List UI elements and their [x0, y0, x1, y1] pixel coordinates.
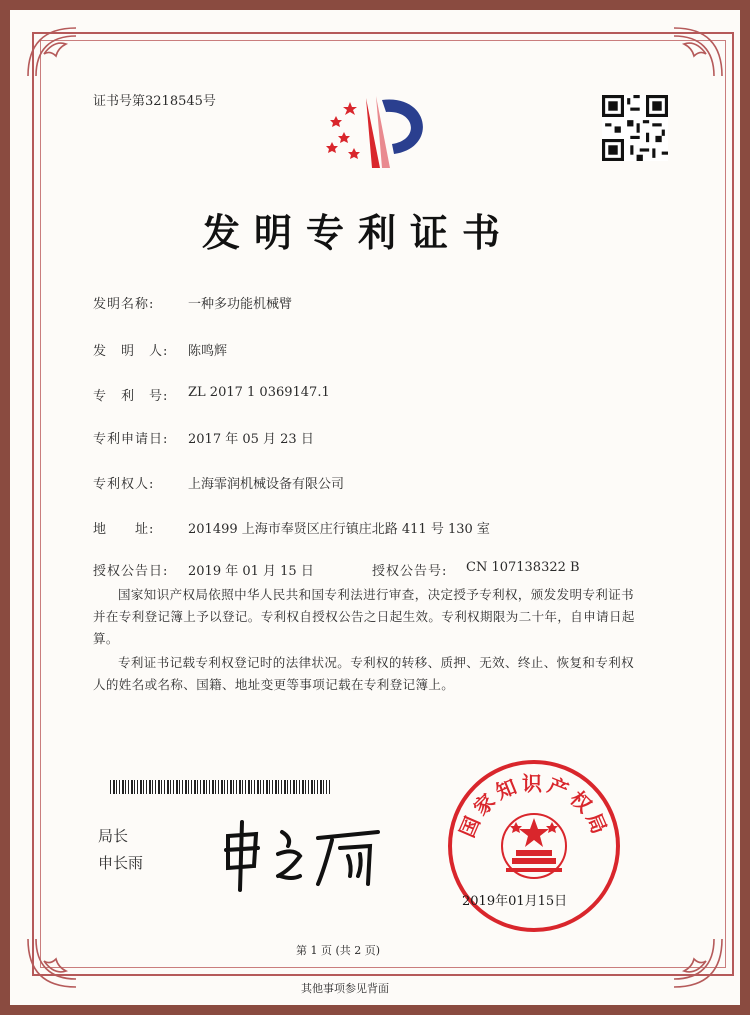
field-address-value: 201499 上海市奉贤区庄行镇庄北路 411 号 130 室 — [188, 522, 490, 537]
seal-text: 国家知识产权局 — [454, 771, 614, 841]
field-invention-name-label: 发明名称: — [93, 297, 155, 312]
field-address-label: 地 址: — [93, 522, 155, 537]
corner-ornament-top-left — [24, 24, 80, 80]
page-title: 发明专利证书 — [202, 210, 515, 255]
page-info: 第 1 页 (共 2 页) — [296, 944, 381, 957]
certificate-number: 证书号第3218545号 — [93, 94, 216, 109]
corner-ornament-top-right — [670, 24, 726, 80]
footer-note: 其他事项参见背面 — [301, 982, 389, 995]
certificate-sheet — [10, 10, 740, 1005]
seal-date: 2019年01月15日 — [462, 894, 568, 909]
director-title: 局长 — [98, 827, 129, 845]
field-grant-date-value: 2019 年 01 月 15 日 — [188, 564, 314, 579]
field-filing-date-value: 2017 年 05 月 23 日 — [188, 432, 314, 447]
field-inventor-label: 发 明 人: — [93, 344, 169, 359]
field-filing-date-label: 专利申请日: — [93, 432, 169, 447]
field-invention-name-value: 一种多功能机械臂 — [188, 297, 293, 312]
field-grant-no-label: 授权公告号: — [372, 564, 448, 579]
field-patent-no-label: 专 利 号: — [93, 389, 169, 404]
corner-ornament-bottom-right — [670, 935, 726, 991]
field-grant-no-value: CN 107138322 B — [466, 560, 580, 575]
field-patent-no-value: ZL 2017 1 0369147.1 — [188, 385, 330, 400]
barcode — [110, 780, 330, 794]
patent-office-logo — [320, 88, 440, 180]
director-signature — [220, 818, 390, 898]
field-patentee-label: 专利权人: — [93, 477, 155, 492]
field-grant-date-label: 授权公告日: — [93, 564, 169, 579]
director-name: 申长雨 — [98, 854, 144, 872]
field-patentee-value: 上海霏润机械设备有限公司 — [188, 477, 345, 492]
corner-ornament-bottom-left — [24, 935, 80, 991]
qr-code — [602, 95, 668, 161]
legal-status-paragraph: 专利证书记载专利权登记时的法律状况。专利权的转移、质押、无效、终止、恢复和专利权人的姓名或名称、国籍、地址变更等事项记载在专利登记簿上。 — [93, 655, 635, 692]
field-inventor-value: 陈鸣辉 — [188, 344, 228, 359]
certification-paragraph: 国家知识产权局依照中华人民共和国专利法进行审查，决定授予专利权，颁发发明专利证书并在专利登记簿上予以登记。专利权自授权公告之日起生效。专利权期限为二十年，自申请日起算。 — [93, 587, 635, 646]
